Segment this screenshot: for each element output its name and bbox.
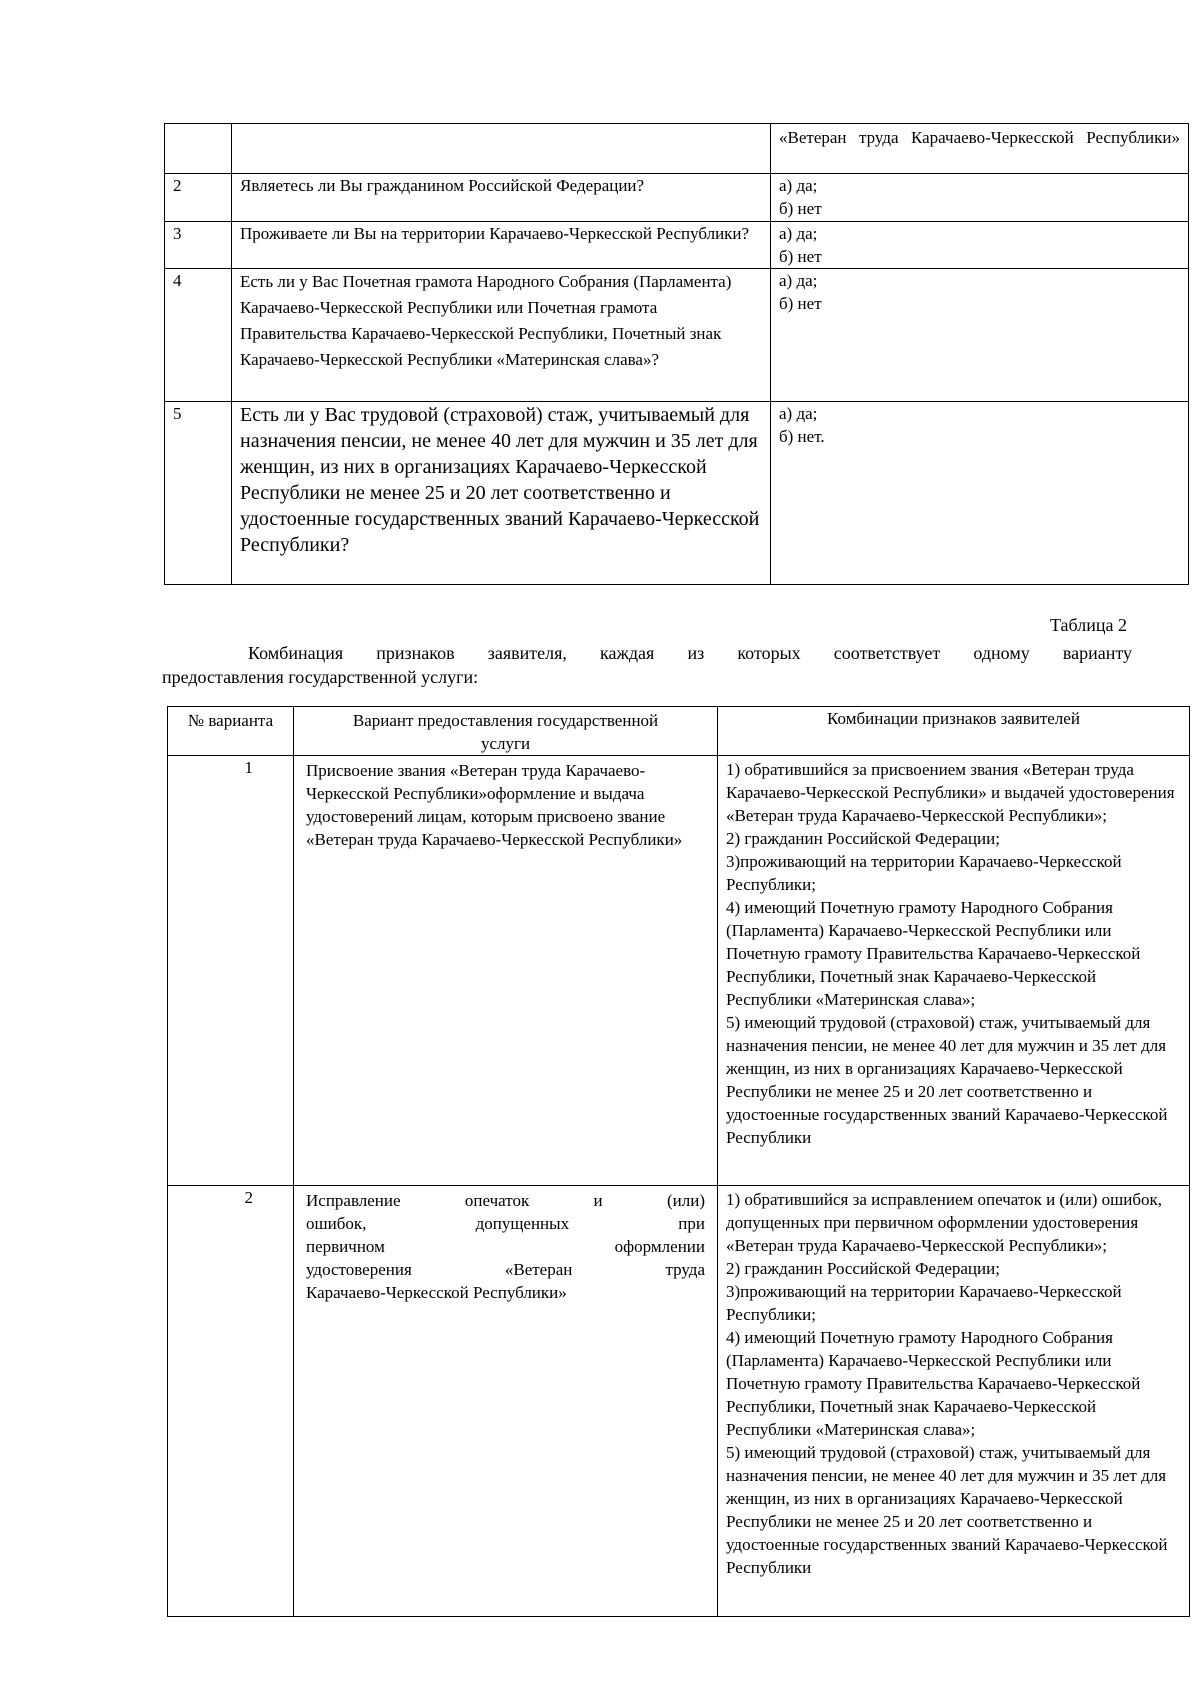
variant-line: Исправление опечаток и (или) <box>306 1191 705 1210</box>
criteria-item: 2) гражданин Российской Федерации; <box>726 1259 1000 1278</box>
criteria-item: 3)проживающий на территории Карачаево-Черкесской Республики; <box>726 1282 1122 1324</box>
number-cell: 2 <box>165 174 232 222</box>
table-row <box>165 402 1189 585</box>
variant-line: удостоверения «Ветеран труда <box>306 1260 705 1279</box>
variant-cell: Присвоение звания «Ветеран труда Карачаево-Черкесской Республики»оформление и выдача удостоверений лицам, которым присвоено звание «Ветеран труда Карачаево-Черкесской Республики» <box>294 756 718 1186</box>
column-header: Комбинации признаков заявителей <box>718 707 1190 756</box>
question-cell: Есть ли у Вас Почетная грамота Народного Собрания (Парламента) Карачаево-Черкесской Республики или Почетная грамота Правительства Карачаево-Черкесской Республики, Почетный знак Карачаево-Черкесской Республики «Материнская слава»? <box>232 269 771 402</box>
criteria-item: 4) имеющий Почетную грамоту Народного Собрания (Парламента) Карачаево-Черкесской Республики или Почетную грамоту Правительства Карачаево-Черкесской Республики, Почетный знак Карачаево-Черкесской Республики «Материнская слава»; <box>726 898 1141 1009</box>
answer-option: а) да; <box>779 404 818 423</box>
criteria-item: 3)проживающий на территории Карачаево-Черкесской Республики; <box>726 852 1122 894</box>
criteria-item: 1) обратившийся за присвоением звания «Ветеран труда Карачаево-Черкесской Республики» и выдачей удостоверения «Ветеран труда Карачаево-Черкесской Республики»; <box>726 760 1175 825</box>
answer-option: а) да; <box>779 176 818 195</box>
answer-cell <box>771 174 1189 222</box>
criteria-cell <box>718 756 1190 1186</box>
answer-option: б) нет <box>779 199 822 218</box>
answer-option: а) да; <box>779 224 818 243</box>
table-row <box>165 124 1189 174</box>
table-row <box>165 174 1189 222</box>
table-header-row <box>168 707 1190 756</box>
criteria-item: 5) имеющий трудовой (страховой) стаж, учитываемый для назначения пенсии, не менее 40 лет для мужчин и 35 лет для женщин, из них в организациях Карачаево-Черкесской Республики не менее 25 и 20 лет соответственно и удостоенные государственных званий Карачаево-Черкесской Республики <box>726 1013 1168 1147</box>
answer-cell <box>771 222 1189 269</box>
answer-cell <box>771 269 1189 402</box>
table-title: Таблица 2 <box>1050 615 1127 635</box>
variant-number: 1 <box>168 756 294 1186</box>
question-cell: Являетесь ли Вы гражданином Российской Федерации? <box>232 174 771 222</box>
variant-cell <box>294 1186 718 1617</box>
number-cell: 3 <box>165 222 232 269</box>
number-cell: 5 <box>165 402 232 585</box>
answer-option: б) нет <box>779 247 822 266</box>
criteria-item: 5) имеющий трудовой (страховой) стаж, учитываемый для назначения пенсии, не менее 40 лет для мужчин и 35 лет для женщин, из них в организациях Карачаево-Черкесской Республики не менее 25 и 20 лет соответственно и удостоенные государственных званий Карачаево-Черкесской Республики <box>726 1443 1168 1577</box>
variant-line: ошибок, допущенных при <box>306 1214 705 1233</box>
caption-line: предоставления государственной услуги: <box>162 667 479 687</box>
answer-cell <box>771 124 1189 174</box>
number-cell <box>165 124 232 174</box>
variants-table <box>167 706 1190 1617</box>
criteria-item: 1) обратившийся за исправлением опечаток и (или) ошибок, допущенных при первичном оформлении удостоверения «Ветеран труда Карачаево-Черкесской Республики»; <box>726 1190 1163 1255</box>
answer-cell <box>771 402 1189 585</box>
variant-number: 2 <box>168 1186 294 1617</box>
table-row <box>165 269 1189 402</box>
table-caption <box>162 641 1132 689</box>
question-cell <box>232 124 771 174</box>
number-cell: 4 <box>165 269 232 402</box>
table-row <box>168 756 1190 1186</box>
table-row <box>165 222 1189 269</box>
answer-option: б) нет. <box>779 427 825 446</box>
column-header: № варианта <box>168 707 294 756</box>
column-header: Вариант предоставления государственной услуги <box>294 707 718 756</box>
criteria-cell <box>718 1186 1190 1617</box>
question-cell: Есть ли у Вас трудовой (страховой) стаж, учитываемый для назначения пенсии, не менее 40 лет для мужчин и 35 лет для женщин, из них в организациях Карачаево-Черкесской Республики не менее 25 и 20 лет соответственно и удостоенные государственных званий Карачаево-Черкесской Республики? <box>232 402 771 585</box>
questionnaire-table <box>164 123 1189 585</box>
answer-option: б) нет <box>779 294 822 313</box>
answer-option: а) да; <box>779 271 818 290</box>
caption-line: Комбинация признаков заявителя, каждая из которых соответствует одному варианту <box>248 643 1132 663</box>
criteria-item: 4) имеющий Почетную грамоту Народного Собрания (Парламента) Карачаево-Черкесской Республики или Почетную грамоту Правительства Карачаево-Черкесской Республики, Почетный знак Карачаево-Черкесской Республики «Материнская слава»; <box>726 1328 1141 1439</box>
variant-line: Карачаево-Черкесской Республики» <box>306 1283 567 1302</box>
answer-text: «Ветеран труда Карачаево-Черкесской Республики» <box>779 128 1180 147</box>
question-cell: Проживаете ли Вы на территории Карачаево-Черкесской Республики? <box>232 222 771 269</box>
variant-line: первичном оформлении <box>306 1237 705 1256</box>
table-row <box>168 1186 1190 1617</box>
criteria-item: 2) гражданин Российской Федерации; <box>726 829 1000 848</box>
